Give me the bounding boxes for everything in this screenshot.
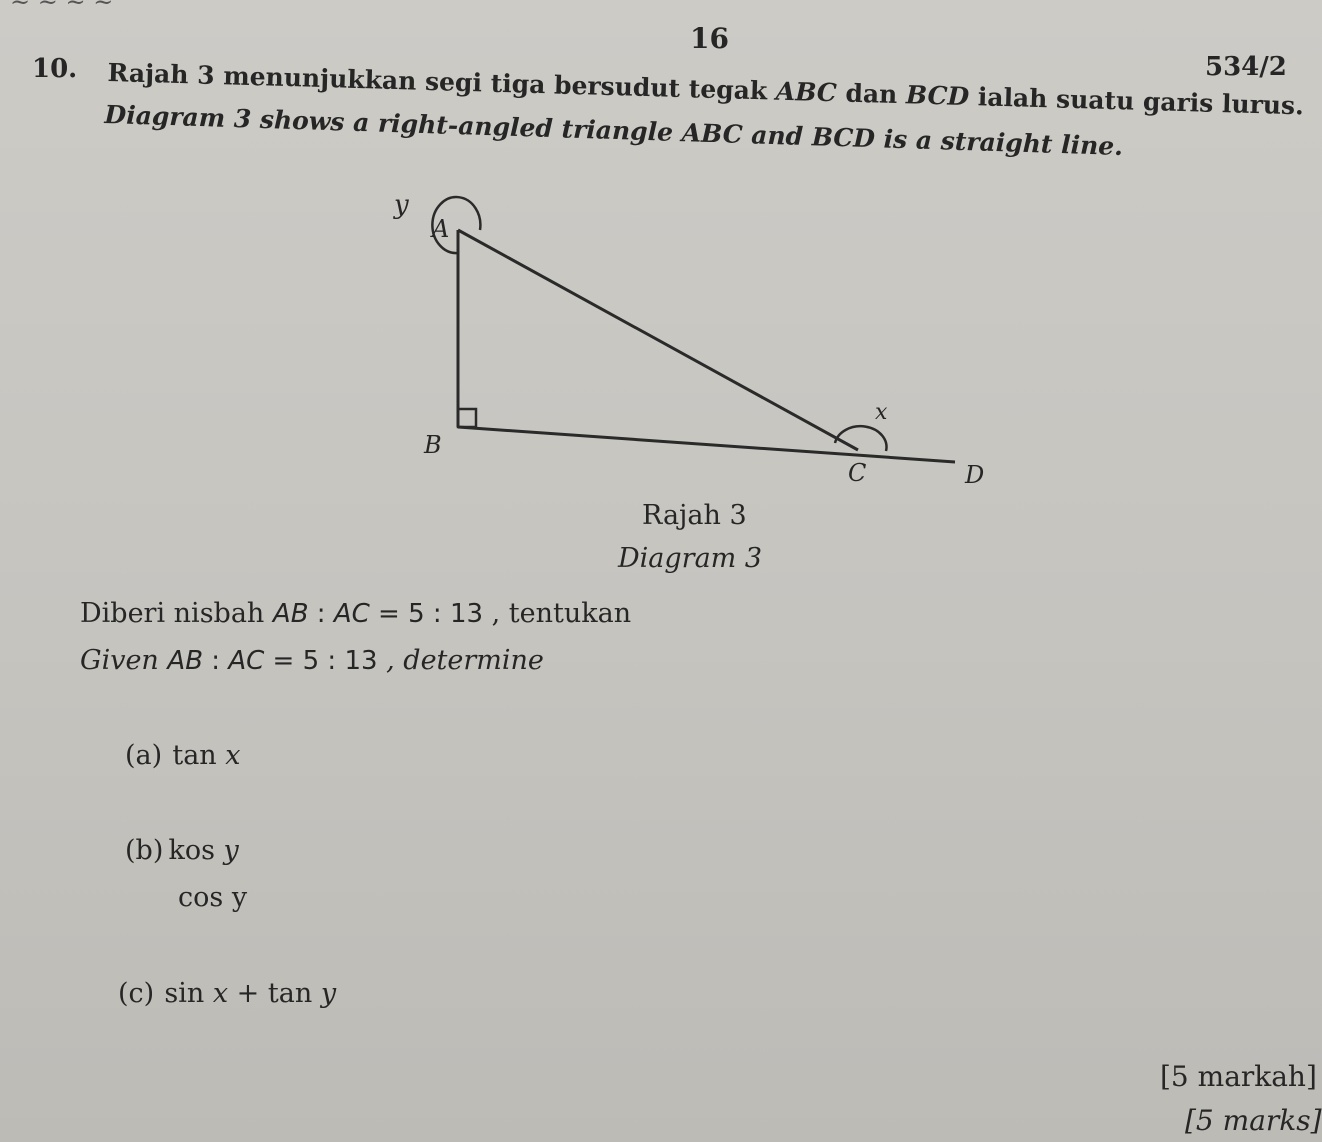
triangle-diagram (380, 185, 1020, 505)
diagram-caption-english: Diagram 3 (618, 543, 763, 574)
paper-code: 534/2 (1205, 52, 1287, 82)
ratio-expression: AB : AC = 5 : 13 (167, 646, 378, 676)
page-number: 16 (690, 22, 729, 55)
label-a: A (432, 215, 450, 243)
part-a-expression: tan x (172, 740, 241, 771)
part-a: (a) tan x (125, 740, 241, 771)
label-y: y (394, 190, 409, 220)
top-corner-smudge: ~ ~ ~ ~ (10, 0, 114, 16)
angle-arc-x (835, 426, 886, 451)
given-text-english: Given AB : AC = 5 : 13 , determine (80, 645, 544, 676)
part-b-expression: kos y (168, 835, 239, 866)
diagram-caption-malay: Rajah 3 (642, 500, 747, 531)
given-text-malay: Diberi nisbah AB : AC = 5 : 13 , tentukan (80, 598, 632, 629)
label-d: D (965, 461, 985, 489)
ratio-expression: AB : AC = 5 : 13 (272, 599, 484, 629)
part-c: (c) sin x + tan y (118, 978, 337, 1009)
label-b: B (424, 431, 442, 459)
label-c: C (848, 459, 867, 487)
question-text-english: Diagram 3 shows a right-angled triangle ABC and BCD is a straight line. (104, 100, 1124, 161)
question-number: 10. (32, 54, 78, 84)
part-b: (b) kos y (125, 835, 239, 866)
question-text-malay: Rajah 3 menunjukkan segi tiga bersudut tegak ABC dan BCD ialah suatu garis lurus. (107, 58, 1305, 121)
label-x: x (875, 400, 888, 425)
part-c-expression: sin x + tan y (164, 978, 337, 1009)
side-ac (458, 230, 858, 450)
marks-malay: [5 markah] (1160, 1060, 1317, 1093)
marks-english: [5 marks] (1185, 1104, 1322, 1137)
part-b-english-expression: cos y (178, 882, 248, 913)
right-angle-mark (458, 409, 476, 427)
